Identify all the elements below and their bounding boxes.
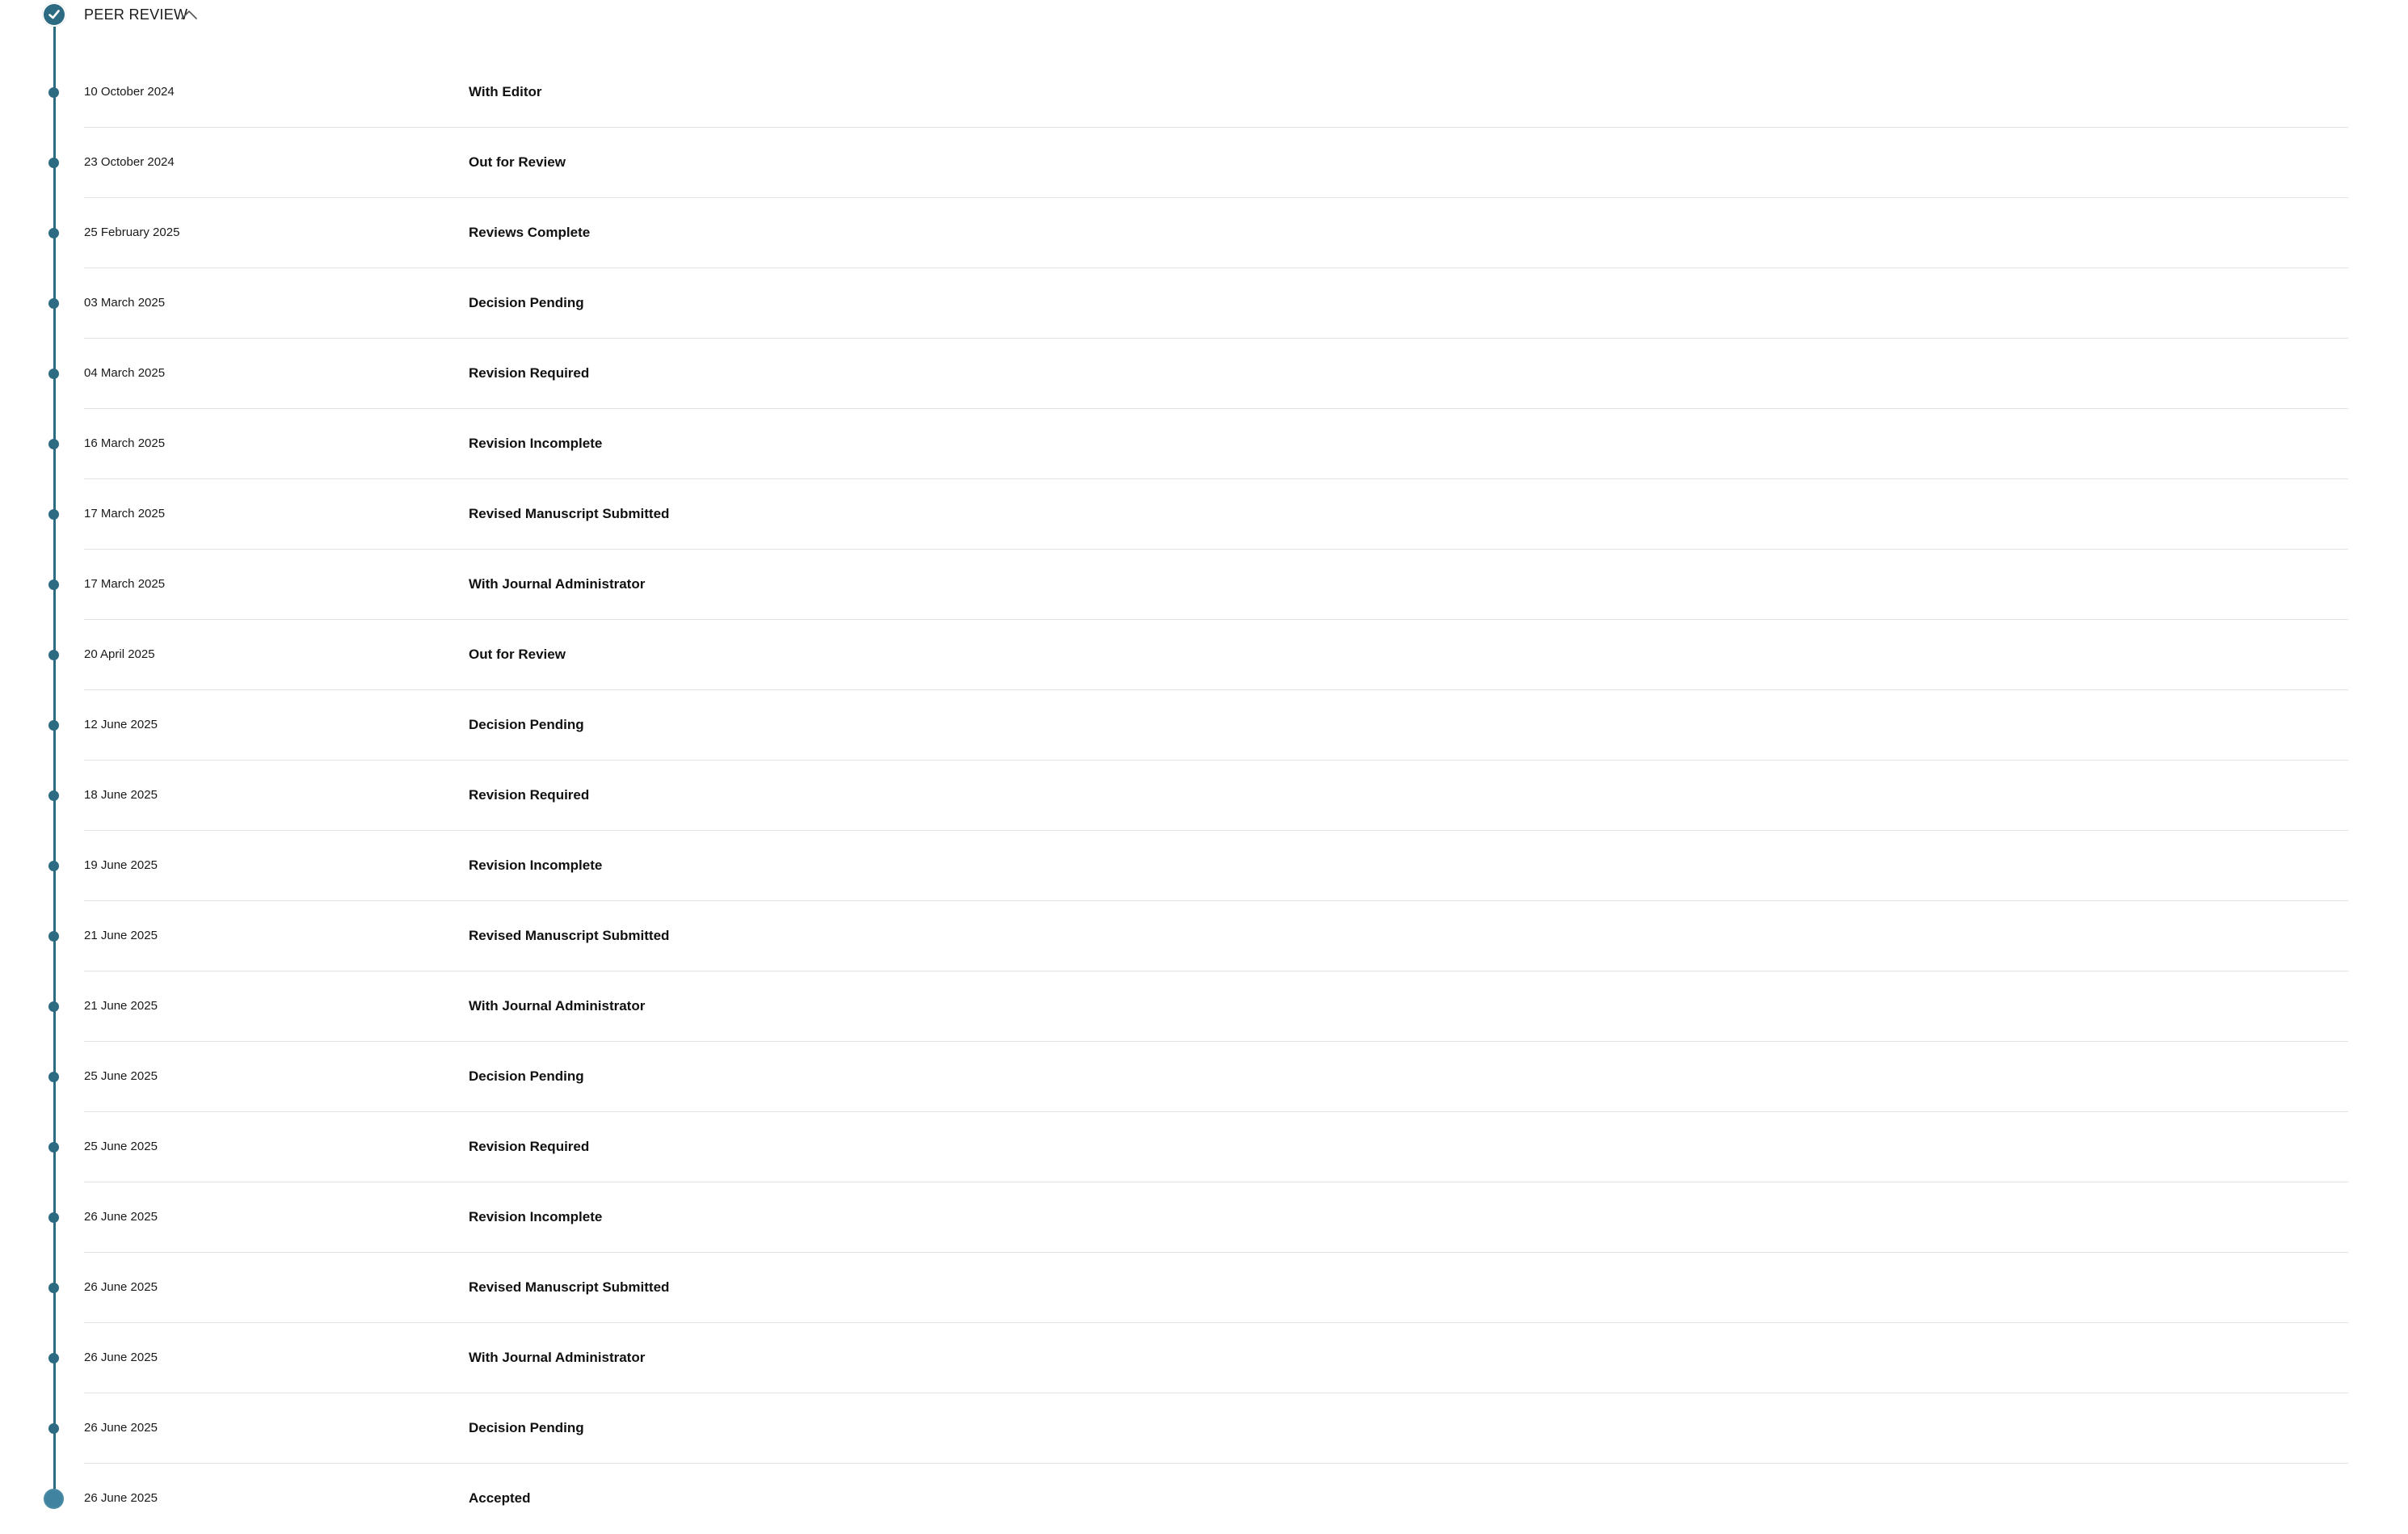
event-status: Out for Review (469, 154, 566, 170)
timeline-dot-icon (48, 579, 59, 590)
event-date: 26 June 2025 (84, 1280, 158, 1294)
event-status: Revised Manuscript Submitted (469, 506, 670, 521)
event-status: Revised Manuscript Submitted (469, 1279, 670, 1295)
event-status: Revision Required (469, 1139, 590, 1154)
timeline-dot-icon (48, 228, 59, 238)
event-status: Revision Required (469, 365, 590, 381)
timeline-row (0, 620, 2408, 690)
timeline-dot-icon (48, 1283, 59, 1293)
event-date: 25 February 2025 (84, 225, 180, 239)
event-date: 26 June 2025 (84, 1351, 158, 1364)
peer-review-header[interactable] (0, 0, 485, 32)
timeline-dot-icon (48, 1072, 59, 1082)
timeline-dot-icon (48, 931, 59, 942)
timeline-row (0, 901, 2408, 971)
timeline-dot-icon (48, 861, 59, 871)
timeline-dot-icon (48, 298, 59, 309)
timeline-row (0, 1112, 2408, 1182)
timeline-row (0, 690, 2408, 761)
timeline-row (0, 971, 2408, 1042)
timeline-dot-icon (48, 1353, 59, 1363)
event-status: Revision Incomplete (469, 858, 603, 873)
event-date: 26 June 2025 (84, 1491, 158, 1505)
event-date: 12 June 2025 (84, 718, 158, 731)
event-status: Decision Pending (469, 717, 584, 732)
event-date: 25 June 2025 (84, 1140, 158, 1153)
event-date: 04 March 2025 (84, 366, 166, 380)
event-date: 10 October 2024 (84, 85, 175, 99)
event-date: 21 June 2025 (84, 929, 158, 942)
timeline-row (0, 1182, 2408, 1253)
timeline-row (0, 479, 2408, 550)
event-date: 17 March 2025 (84, 507, 166, 520)
timeline-dot-icon (48, 87, 59, 98)
timeline-row (0, 831, 2408, 901)
timeline-row (0, 128, 2408, 198)
timeline-row (0, 1323, 2408, 1393)
event-status: Revision Required (469, 787, 590, 803)
event-status: Revision Incomplete (469, 1209, 603, 1224)
event-status: With Journal Administrator (469, 998, 646, 1014)
event-date: 21 June 2025 (84, 999, 158, 1013)
timeline-list (0, 57, 2408, 1534)
event-date: 20 April 2025 (84, 647, 155, 661)
event-status: Reviews Complete (469, 225, 591, 240)
chevron-up-icon[interactable] (179, 6, 199, 23)
timeline-row (0, 409, 2408, 479)
event-date: 23 October 2024 (84, 155, 175, 169)
event-status: With Journal Administrator (469, 1350, 646, 1365)
timeline-row (0, 761, 2408, 831)
event-status: Revision Incomplete (469, 436, 603, 451)
timeline-row (0, 57, 2408, 128)
timeline-row (0, 198, 2408, 268)
event-status: Decision Pending (469, 1420, 584, 1435)
event-date: 03 March 2025 (84, 296, 166, 310)
timeline-dot-icon (48, 509, 59, 520)
timeline-dot-icon (48, 1212, 59, 1223)
event-status: With Editor (469, 84, 542, 99)
event-date: 18 June 2025 (84, 788, 158, 802)
timeline-end-dot-icon (44, 1489, 64, 1509)
timeline-dot-icon (48, 1423, 59, 1434)
timeline-row (0, 1253, 2408, 1323)
event-date: 26 June 2025 (84, 1421, 158, 1435)
event-date: 19 June 2025 (84, 858, 158, 872)
event-status: Accepted (469, 1490, 531, 1506)
timeline-dot-icon (48, 650, 59, 660)
event-date: 17 March 2025 (84, 577, 166, 591)
event-status: Revised Manuscript Submitted (469, 928, 670, 943)
timeline-dot-icon (48, 790, 59, 801)
timeline-dot-icon (48, 1001, 59, 1012)
timeline-dot-icon (48, 720, 59, 731)
timeline-row (0, 550, 2408, 620)
event-date: 26 June 2025 (84, 1210, 158, 1224)
timeline-dot-icon (48, 158, 59, 168)
timeline-dot-icon (48, 1142, 59, 1153)
timeline-row (0, 268, 2408, 339)
event-status: With Journal Administrator (469, 576, 646, 592)
event-date: 16 March 2025 (84, 436, 166, 450)
timeline-row (0, 1042, 2408, 1112)
timeline-row (0, 1464, 2408, 1534)
timeline-row (0, 1393, 2408, 1464)
event-status: Decision Pending (469, 295, 584, 310)
event-status: Decision Pending (469, 1068, 584, 1084)
timeline-dot-icon (48, 369, 59, 379)
timeline-row (0, 339, 2408, 409)
section-title: PEER REVIEW (84, 6, 188, 23)
event-date: 25 June 2025 (84, 1069, 158, 1083)
check-circle-icon (42, 2, 66, 27)
event-status: Out for Review (469, 647, 566, 662)
timeline-dot-icon (48, 439, 59, 449)
